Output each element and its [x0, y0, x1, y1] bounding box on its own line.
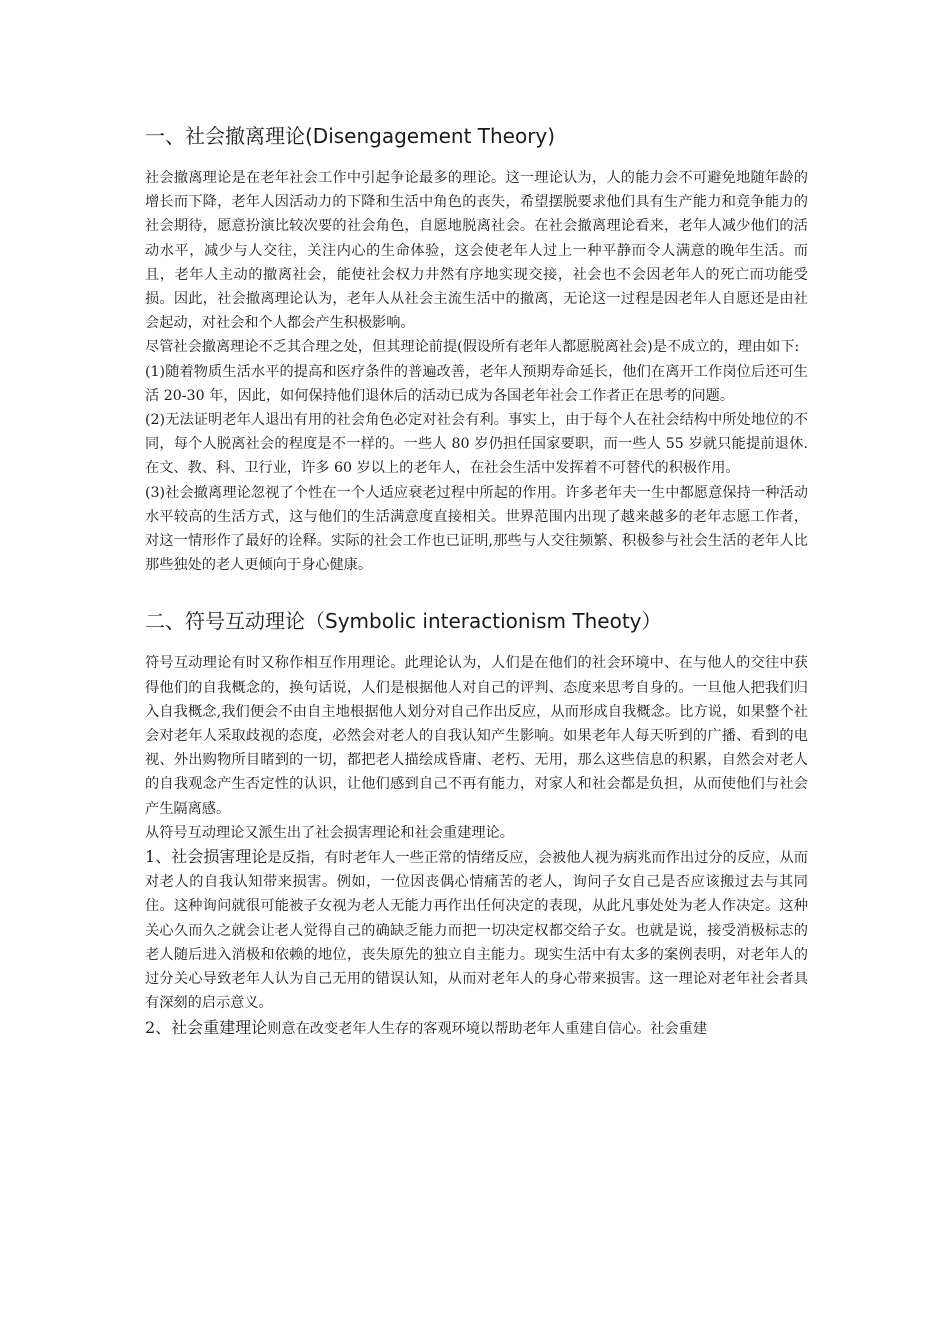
- section-1-paragraph: 社会撤离理论是在老年社会工作中引起争论最多的理论。这一理论认为，人的能力会不可避免地随年龄的增长而下降，老年人因活动力的下降和生活中角色的丧失，希望摆脱要求他们具有生产能力和竞争能力的社会期待，愿意扮演比较次要的社会角色，自愿地脱离社会。在社会撤离理论看来，老年人减少他们的活动水平，减少与人交往，关注内心的生命体验，这会使老年人过上一种平静而令人满意的晚年生活。而且，老年人主动的撤离社会，能使社会权力井然有序地实现交接，社会也不会因老年人的死亡而功能受损。因此，社会撤离理论认为，老年人从社会主流生活中的撤离，无论这一过程是因老年人自愿还是由社会起动，对社会和个人都会产生积极影响。: [145, 170, 808, 332]
- item-1-term: 1、社会损害理论: [145, 847, 268, 867]
- section-1-reason-3: (3)社会撤离理论忽视了个性在一个人适应衰老过程中所起的作用。许多老年夫一生中都愿意保持一种活动水平较高的生活方式，这与他们的生活满意度直接相关。世界范围内出现了越来越多的老年志愿工作者，对这一情形作了最好的诠释。实际的社会工作也已证明,那些与人交往频繁、积极参与社会生活的老年人比那些独处的老人更倾向于身心健康。: [145, 484, 808, 574]
- section-2-paragraph: 符号互动理论有时又称作相互作用理论。此理论认为，人们是在他们的社会环境中、在与他人的交往中获得他们的自我概念的，换句话说，人们是根据他人对自己的评判、态度来思考自身的。一旦他人把我们归入自我概念,我们便会不由自主地根据他人划分对自己作出反应，从而形成自我概念。比方说，如果整个社会对老年人采取歧视的态度，必然会对老人的自我认知产生影响。如果老年人每天听到的广播、看到的电视、外出购物所目睹到的一切，都把老人描绘成昏庸、老朽、无用，那么这些信息的积累，自然会对老人的自我观念产生否定性的认识，让他们感到自己不再有能力，对家人和社会都是负担，从而使他们与社会产生隔离感。: [145, 655, 808, 817]
- section-1-heading: 一、社会撤离理论(Disengagement Theory): [145, 124, 556, 148]
- item-1-text: 是反指，有时老年人一些正常的情绪反应，会被他人视为病兆而作出过分的反应，从而对老人的自我认知带来损害。例如，一位因丧偶心情痛苦的老人，询问子女自己是否应该搬过去与其同住。这种询问就很可能被子女视为老人无能力再作出任何决定的表现，从此凡事处处为老人作决定。这种关心久而久之就会让老人觉得自己的确缺乏能力而把一切决定权都交给子女。也就是说，接受消极标志的老人随后进入消极和依赖的地位，丧失原先的独立自主能力。现实生活中有太多的案例表明，对老年人的过分关心导致老年人认为自己无用的错误认知，从而对老年人的身心带来损害。这一理论对老年社会者具有深刻的启示意义。: [145, 850, 808, 1012]
- section-2-paragraph: 从符号互动理论又派生出了社会损害理论和社会重建理论。: [145, 824, 514, 841]
- document-page: [145, 120, 808, 1041]
- section-1-reason-2: (2)无法证明老年人退出有用的社会角色必定对社会有利。事实上，由于每个人在社会结构中所处地位的不同，每个人脱离社会的程度是不一样的。一些人 80 岁仍担任国家要职，而一些人 55 岁就只能提前退休.在文、教、科、卫行业，许多 60 岁以上的老年人，在社会生活中发挥着不可替代的积极作用。: [145, 412, 808, 477]
- section-1-paragraph: 尽管社会撤离理论不乏其合理之处，但其理论前提(假设所有老年人都愿脱离社会)是不成立的，理由如下:: [145, 339, 800, 356]
- section-divider-space: [145, 577, 808, 605]
- section-1-reason-1: (1)随着物质生活水平的提高和医疗条件的普遍改善，老年人预期寿命延长，他们在离开工作岗位后还可生活 20-30 年，因此，如何保持他们退休后的活动已成为各国老年社会工作者正在思考的问题。: [145, 363, 808, 404]
- item-2-text: 则意在改变老年人生存的客观环境以帮助老年人重建自信心。社会重建: [267, 1020, 708, 1037]
- section-2-item-1: [145, 845, 808, 1015]
- section-2-item-2: [145, 1016, 808, 1041]
- section-2-heading: 二、符号互动理论（Symbolic interactionism Theoty）: [145, 609, 662, 634]
- item-2-term: 2、社会重建理论: [145, 1017, 268, 1037]
